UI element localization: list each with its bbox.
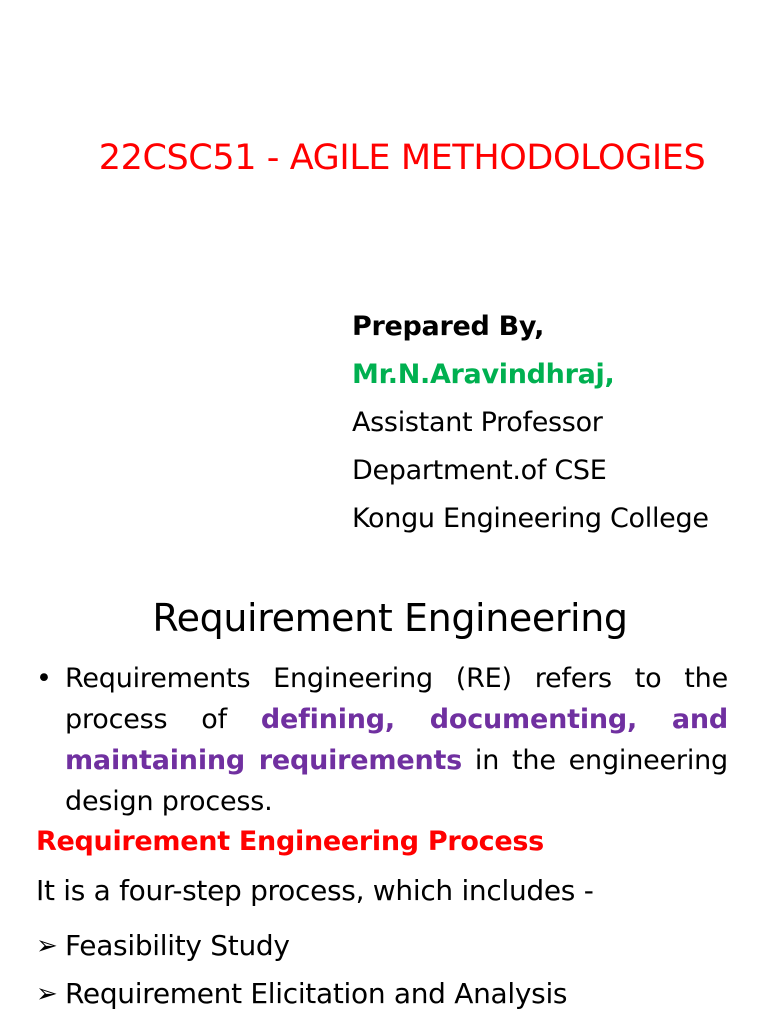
author-department: Department.of CSE	[352, 455, 607, 486]
author-name: Mr.N.Aravindhraj,	[352, 359, 615, 390]
arrow-bullet-icon: ➢	[36, 931, 58, 961]
definition-highlight: defining, documenting, and maintaining requirements	[65, 704, 728, 776]
step-label: Feasibility Study	[65, 929, 290, 962]
slide-heading: Requirement Engineering	[152, 596, 628, 640]
author-block	[352, 303, 709, 543]
author-designation: Assistant Professor	[352, 407, 603, 438]
definition-bullet	[36, 658, 728, 822]
bullet-dot-icon: •	[36, 663, 52, 694]
course-title: 22CSC51 - AGILE METHODOLOGIES	[98, 138, 706, 178]
definition-text-before: Requirements Engineering (RE) refers to the process of	[65, 663, 728, 735]
prepared-by-label: Prepared By,	[352, 311, 545, 342]
list-item	[36, 922, 567, 970]
process-heading: Requirement Engineering Process	[36, 826, 544, 857]
list-item	[36, 970, 567, 1018]
content-slide	[0, 576, 768, 1024]
process-steps-list	[36, 922, 567, 1018]
author-college: Kongu Engineering College	[352, 503, 709, 534]
definition-text	[65, 658, 728, 822]
arrow-bullet-icon: ➢	[36, 979, 58, 1009]
process-intro: It is a four-step process, which includes -	[36, 874, 594, 907]
definition-text-after: in the engineering design process.	[65, 745, 728, 817]
step-label: Requirement Elicitation and Analysis	[65, 977, 568, 1010]
